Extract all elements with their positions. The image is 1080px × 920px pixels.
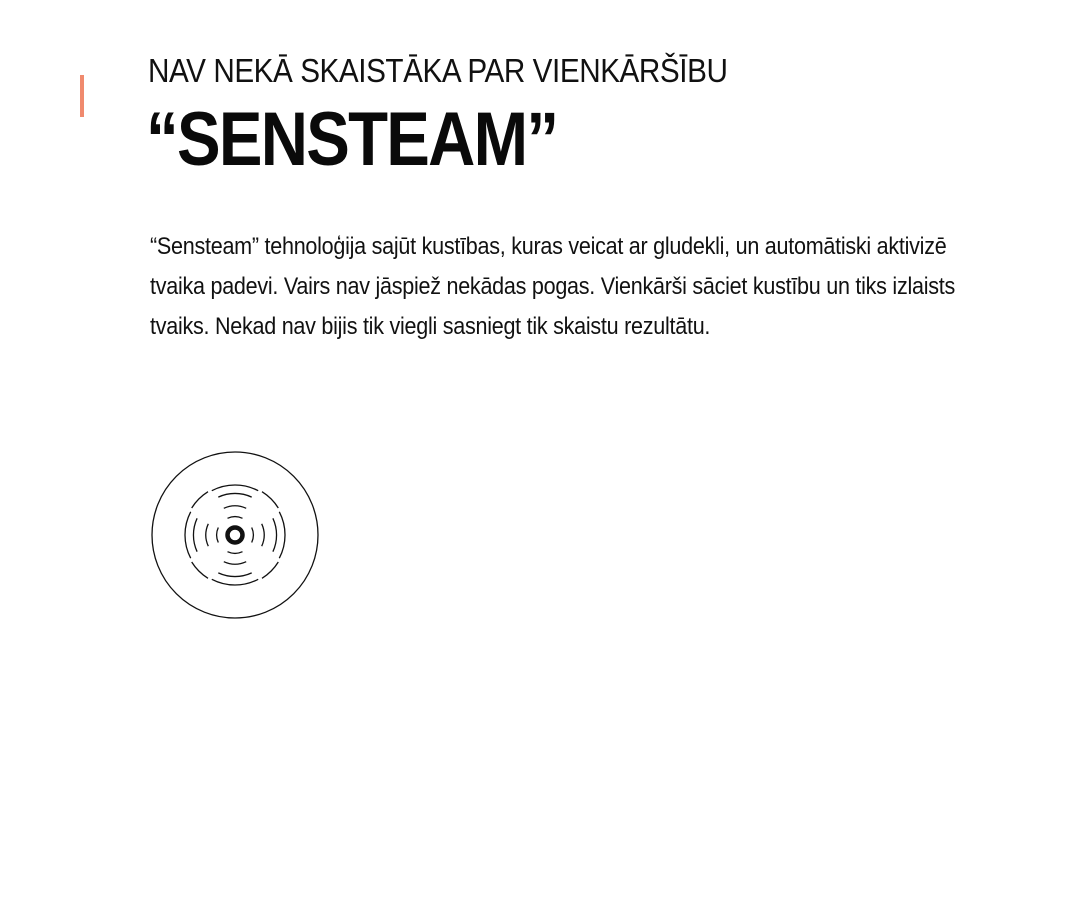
center-dot [228, 528, 243, 543]
description-paragraph: “Sensteam” tehnoloģija sajūt kustības, kuras veicat ar gludekli, un automātiski aktivizē tvaika padevi. Vairs nav jāspiež nekādas pogas. Vienkārši sāciet kustību un tiks izlaists tvaiks. Nekad nav bijis tik viegli sasniegt tik skaistu rezultātu. [150, 233, 956, 340]
section-subtitle: NAV NEKĀ SKAISTĀKA PAR VIENKĀRŠĪBU [148, 52, 728, 89]
steam-sensor-icon [150, 450, 320, 620]
inner-wave-ring [206, 506, 264, 564]
outer-circle [152, 452, 318, 618]
outer-wave-ring [192, 492, 279, 579]
outer-wave-ring-long [185, 485, 285, 585]
accent-bar [80, 75, 84, 117]
page-title: “SENSTEAM” [146, 97, 558, 182]
innermost-wave-ring [217, 517, 254, 554]
